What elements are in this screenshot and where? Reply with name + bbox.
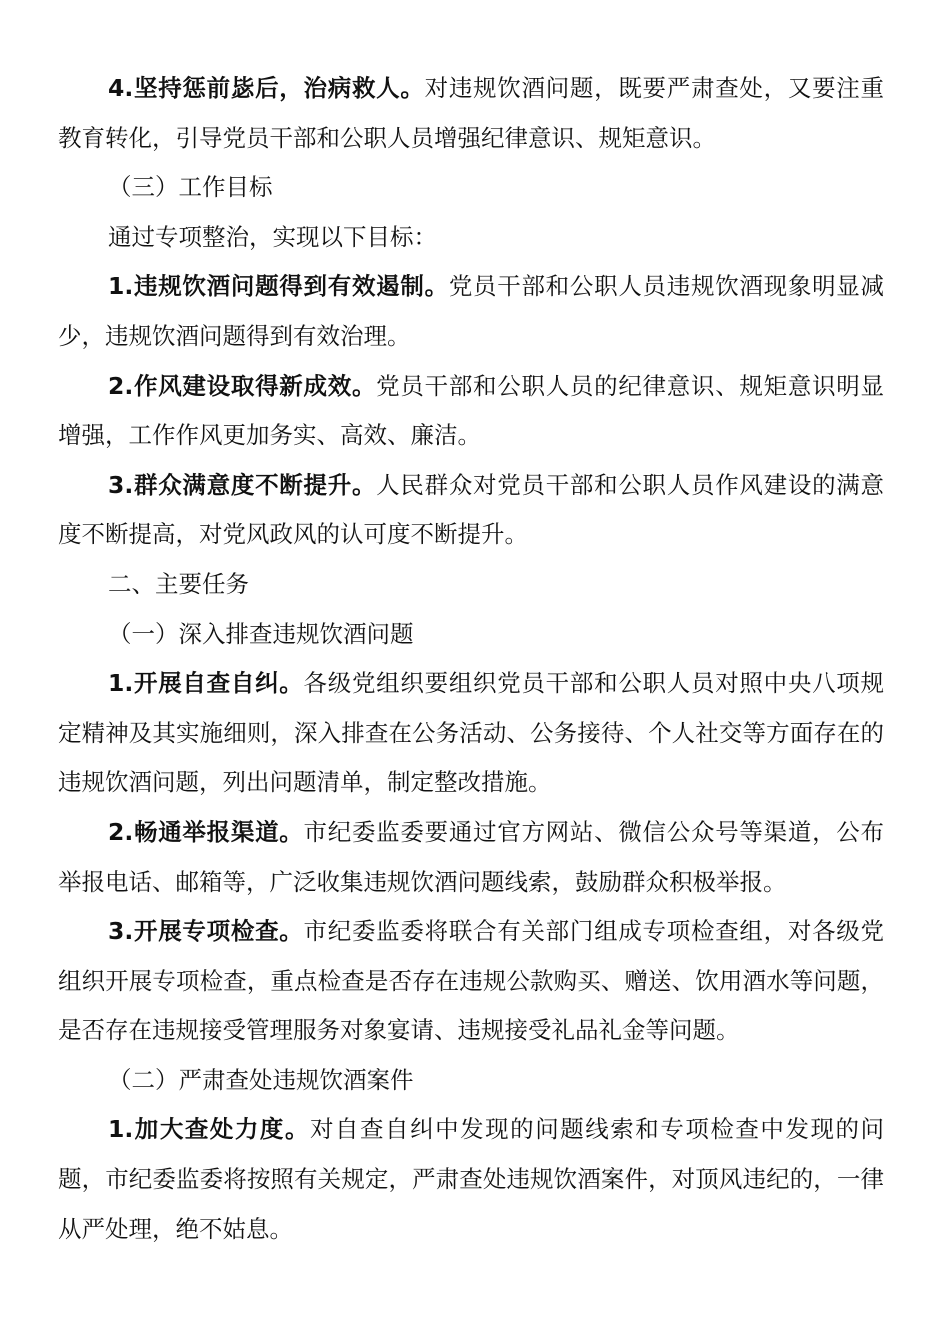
heading-text: （二）严肃查处违规饮酒案件 <box>108 1065 414 1094</box>
paragraph-body: 市纪委监委将联合有关部门组成专项检查组，对各级党组织开展专项检查，重点检查是否存在违规公款购买、赠送、饮用酒水等问题，是否存在违规接受管理服务对象宴请、违规接受礼品礼金等问题。 <box>58 917 884 1045</box>
paragraph-body: 各级党组织要组织党员干部和公职人员对照中央八项规定精神及其实施细则，深入排查在公务活动、公务接待、个人社交等方面存在的违规饮酒问题，列出问题清单，制定整改措施。 <box>58 669 884 797</box>
section-heading-work-goals <box>58 163 884 213</box>
paragraph-principle-4 <box>58 64 884 163</box>
section-heading-punish <box>58 1056 884 1106</box>
document-page <box>58 64 884 1254</box>
heading-text: （三）工作目标 <box>108 173 273 202</box>
section-heading-main-tasks <box>58 560 884 610</box>
heading-text: （一）深入排查违规饮酒问题 <box>108 619 414 648</box>
paragraph-body: 人民群众对党员干部和公职人员作风建设的满意度不断提高，对党风政风的认可度不断提升。 <box>58 470 885 549</box>
paragraph-lead: 2.作风建设取得新成效。 <box>108 371 377 400</box>
paragraph-goal-3 <box>58 461 884 560</box>
paragraph-body: 对违规饮酒问题，既要严肃查处，又要注重教育转化，引导党员干部和公职人员增强纪律意识、规矩意识。 <box>58 74 885 152</box>
paragraph-goals-intro <box>58 213 884 263</box>
paragraph-body: 通过专项整治，实现以下目标： <box>108 222 437 251</box>
paragraph-lead: 1.开展自查自纠。 <box>108 669 304 698</box>
paragraph-task-2 <box>58 808 884 907</box>
paragraph-goal-1 <box>58 262 884 361</box>
paragraph-task-3 <box>58 907 884 1056</box>
paragraph-lead: 1.加大查处力度。 <box>108 1115 310 1144</box>
paragraph-goal-2 <box>58 362 884 461</box>
paragraph-body: 市纪委监委要通过官方网站、微信公众号等渠道，公布举报电话、邮箱等，广泛收集违规饮酒问题线索，鼓励群众积极举报。 <box>58 817 884 896</box>
paragraph-lead: 3.群众满意度不断提升。 <box>108 470 377 499</box>
heading-text: 二、主要任务 <box>108 569 249 598</box>
paragraph-punish-1 <box>58 1105 884 1254</box>
paragraph-task-1 <box>58 659 884 808</box>
paragraph-lead: 1.违规饮酒问题得到有效遏制。 <box>108 272 449 301</box>
paragraph-lead: 4.坚持惩前毖后，治病救人。 <box>108 74 425 102</box>
paragraph-lead: 2.畅通举报渠道。 <box>108 817 304 846</box>
paragraph-body: 对自查自纠中发现的问题线索和专项检查中发现的问题，市纪委监委将按照有关规定，严肃查处违规饮酒案件，对顶风违纪的，一律从严处理，绝不姑息。 <box>58 1115 885 1243</box>
paragraph-lead: 3.开展专项检查。 <box>108 917 304 946</box>
section-heading-investigate <box>58 610 884 660</box>
paragraph-body: 党员干部和公职人员的纪律意识、规矩意识明显增强，工作作风更加务实、高效、廉洁。 <box>58 371 885 450</box>
paragraph-body: 党员干部和公职人员违规饮酒现象明显减少，违规饮酒问题得到有效治理。 <box>58 272 884 350</box>
